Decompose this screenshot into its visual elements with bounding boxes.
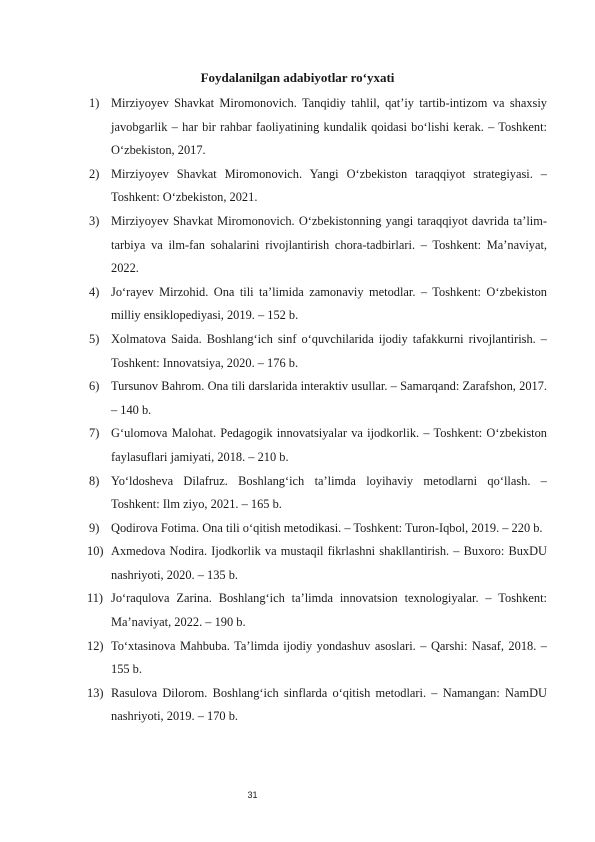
reference-text: Axmedova Nodira. Ijodkorlik va mustaqil fikrlashni shakllantirish. – Buxoro: BuxDU nashriyoti, 2020. – 135 b. xyxy=(111,544,547,582)
reference-item xyxy=(89,635,547,682)
reference-item xyxy=(89,92,547,163)
reference-text: Mirziyoyev Shavkat Miromonovich. O‘zbekistonning yangi taraqqiyot davrida ta’lim-tarbiya va ilm-fan sohalarini rivojlantirish chora-tadbirlari. – Toshkent: Ma’naviyat, 2022. xyxy=(111,213,547,276)
reference-number: 8) xyxy=(89,473,100,488)
reference-number: 11) xyxy=(87,591,104,606)
reference-item xyxy=(89,375,547,422)
reference-text: Rasulova Dilorom. Boshlang‘ich sinflarda o‘qitish metodlari. – Namangan: NamDU nashriyoti, 2019. – 170 b. xyxy=(111,685,547,724)
reference-item xyxy=(89,587,547,634)
reference-text: Qodirova Fotima. Ona tili o‘qitish metodikasi. – Toshkent: Turon-Iqbol, 2019. – 220 b. xyxy=(111,520,543,535)
reference-item xyxy=(89,328,547,375)
reference-item xyxy=(89,210,547,281)
reference-item xyxy=(89,281,547,328)
reference-number: 5) xyxy=(89,331,100,346)
reference-text: To‘xtasinova Mahbuba. Ta’limda ijodiy yondashuv asoslari. – Qarshi: Nasaf, 2018. – 155 b. xyxy=(111,638,547,677)
reference-number: 3) xyxy=(89,213,100,228)
reference-number: 13) xyxy=(87,685,104,700)
reference-number: 10) xyxy=(87,544,104,559)
reference-item xyxy=(89,163,547,210)
reference-text: Yo‘ldosheva Dilafruz. Boshlang‘ich ta’limda loyihaviy metodlarni qo‘llash. – Toshkent: Ilm ziyo, 2021. – 165 b. xyxy=(111,473,547,512)
reference-number: 9) xyxy=(89,520,100,535)
reference-text: Jo‘rayev Mirzohid. Ona tili ta’limida zamonaviy metodlar. – Toshkent: O‘zbekiston milliy ensiklopediyasi, 2019. – 152 b. xyxy=(111,284,547,323)
reference-list xyxy=(89,92,547,729)
reference-text: Mirziyoyev Shavkat Miromonovich. Tanqidiy tahlil, qat’iy tartib-intizom va shaxsiy javobgarlik – har bir rahbar faoliyatining kundalik qoidasi bo‘lishi kerak. – Toshkent: O‘zbekiston, 2017. xyxy=(111,96,547,158)
reference-item xyxy=(89,682,547,729)
reference-number: 2) xyxy=(89,166,100,181)
reference-text: Tursunov Bahrom. Ona tili darslarida interaktiv usullar. – Samarqand: Zarafshon, 2017. – 140 b. xyxy=(111,379,547,417)
reference-text: Mirziyoyev Shavkat Miromonovich. Yangi O‘zbekiston taraqqiyot strategiyasi. – Toshkent: O‘zbekiston, 2021. xyxy=(111,166,547,205)
reference-number: 4) xyxy=(89,284,100,299)
reference-number: 12) xyxy=(87,638,104,653)
page-title: Foydalanilgan adabiyotlar ro‘yxati xyxy=(200,70,395,85)
reference-text: G‘ulomova Malohat. Pedagogik innovatsiyalar va ijodkorlik. – Toshkent: O‘zbekiston faylasuflari jamiyati, 2018. – 210 b. xyxy=(111,426,547,464)
reference-item xyxy=(89,470,547,517)
reference-item xyxy=(89,517,547,541)
reference-text: Jo‘raqulova Zarina. Boshlang‘ich ta’limda innovatsion texnologiyalar. – Toshkent: Ma’naviyat, 2022. – 190 b. xyxy=(111,591,547,630)
reference-text: Xolmatova Saida. Boshlang‘ich sinf o‘quvchilarida ijodiy tafakkurni rivojlantirish. – Toshkent: Innovatsiya, 2020. – 176 b. xyxy=(111,331,547,370)
reference-number: 1) xyxy=(89,96,100,110)
reference-number: 6) xyxy=(89,379,100,394)
page-number: 31 xyxy=(247,790,258,800)
reference-number: 7) xyxy=(89,426,100,441)
reference-item xyxy=(89,540,547,587)
reference-item xyxy=(89,422,547,469)
